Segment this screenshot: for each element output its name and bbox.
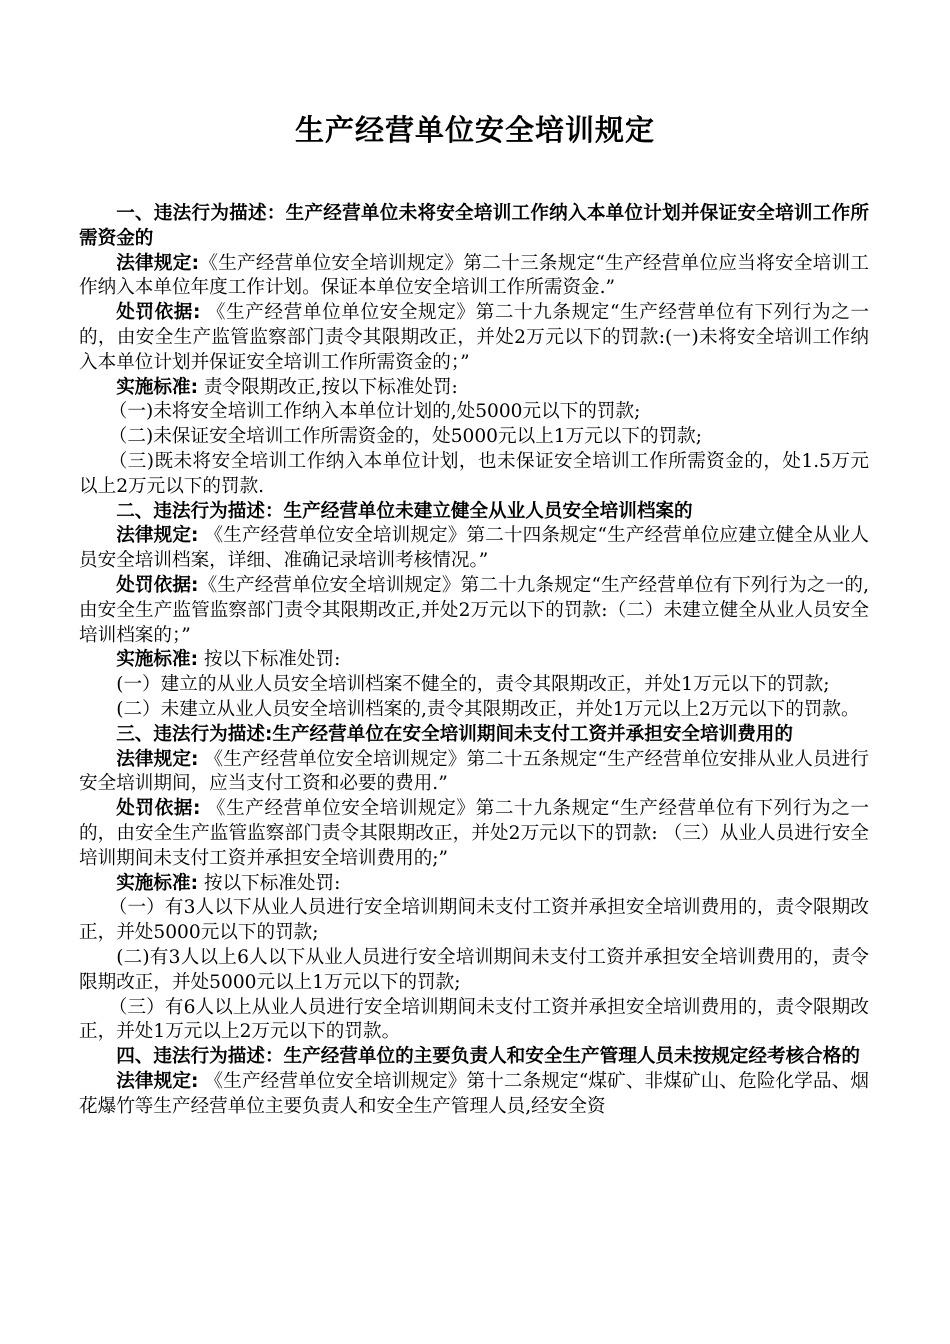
law-label: 法律规定: [116, 1070, 199, 1092]
section-3-item: (二)有3人以上6人以下从业人员进行安全培训期间未支付工资并承担安全培训费用的，责令限期改正，并处5000元以上1万元以下的罚款; [79, 946, 869, 993]
penalty-label: 处罚依据: [116, 574, 199, 596]
section-4-law [79, 1070, 869, 1120]
law-label: 法律规定: [116, 252, 200, 274]
section-2-penalty [79, 574, 869, 648]
section-1-penalty [79, 301, 869, 375]
standard-label: 实施标准: [116, 649, 198, 671]
section-2-law [79, 524, 869, 574]
penalty-text: 《生产经营单位单位安全规定》第二十九条规定“生产经营单位有下列行为之一的，由安全生产监管监察部门责令其限期改正，并处2万元以下的罚款:(一)未将安全培训工作纳入本单位计划并保证安全培训工作所需资金的；” [79, 302, 870, 373]
law-text: 《生产经营单位安全培训规定》第二十四条规定“生产经营单位应建立健全从业人员安全培训档案，详细、准确记录培训考核情况。” [79, 525, 870, 572]
section-2-item: (二）未建立从业人员安全培训档案的,责令其限期改正，并处1万元以上2万元以下的罚款。 [116, 698, 860, 720]
section-1-heading: 一、违法行为描述：生产经营单位未将安全培训工作纳入本单位计划并保证安全培训工作所需资金的 [79, 203, 869, 249]
law-text: 《生产经营单位安全培训规定》第二十五条规定“生产经营单位安排从业人员进行安全培训期间，应当支付工资和必要的费用.” [79, 748, 870, 795]
law-label: 法律规定: [116, 525, 199, 547]
section-2-standard [79, 648, 869, 673]
section-3-standard [79, 872, 869, 897]
section-4-heading: 四、违法行为描述：生产经营单位的主要负责人和安全生产管理人员未按规定经考核合格的 [116, 1046, 860, 1068]
section-1-law [79, 252, 869, 302]
law-text: 《生产经营单位安全培训规定》第十二条规定“煤矿、非煤矿山、危险化学品、烟花爆竹等生产经营单位主要负责人和安全生产管理人员,经安全资 [79, 1070, 870, 1117]
standard-text: 责令限期改正,按以下标准处罚: [198, 376, 458, 398]
standard-label: 实施标准: [116, 872, 198, 894]
standard-label: 实施标准: [116, 376, 198, 398]
law-label: 法律规定: [116, 748, 199, 770]
section-3-heading: 三、违法行为描述:生产经营单位在安全培训期间未支付工资并承担安全培训费用的 [116, 723, 793, 745]
document-body [79, 202, 869, 1119]
penalty-text: 《生产经营单位安全培训规定》第二十九条规定“生产经营单位有下列行为之一的，由安全生产监管监察部门责令其限期改正，并处2万元以下的罚款: （三）从业人员进行安全培训期间未支付工资并承担安全培训费用的;” [79, 798, 870, 869]
section-1-item: （二)未保证安全培训工作所需资金的，处5000元以上1万元以下的罚款; [108, 426, 703, 448]
standard-text: 按以下标准处罚: [198, 872, 341, 894]
section-2-item: (一）建立的从业人员安全培训档案不健全的，责令其限期改正，并处1万元以下的罚款; [116, 674, 830, 696]
section-1-item: （一)未将安全培训工作纳入本单位计划的,处5000元以下的罚款; [108, 401, 641, 423]
section-1-standard [79, 376, 869, 401]
section-3-law [79, 748, 869, 798]
section-3-penalty [79, 797, 869, 871]
section-2-heading: 二、违法行为描述：生产经营单位未建立健全从业人员安全培训档案的 [116, 500, 693, 522]
section-1-item: （三)既未将安全培训工作纳入本单位计划，也未保证安全培训工作所需资金的，处1.5万元以上2万元以下的罚款. [79, 450, 869, 497]
law-text: 《生产经营单位安全培训规定》第二十三条规定“生产经营单位应当将安全培训工作纳入本单位年度工作计划。保证本单位安全培训工作所需资金.” [79, 252, 869, 299]
section-3-item: （三）有6人以上从业人员进行安全培训期间未支付工资并承担安全培训费用的，责令限期改正，并处1万元以上2万元以下的罚款。 [79, 996, 869, 1043]
standard-text: 按以下标准处罚: [198, 649, 341, 671]
document-title: 生产经营单位安全培训规定 [294, 113, 655, 147]
penalty-text: 《生产经营单位安全培训规定》第二十九条规定“生产经营单位有下列行为之一的,由安全生产监管监察部门责令其限期改正,并处2万元以下的罚款:（二）未建立健全从业人员安全培训档案的；” [79, 574, 869, 646]
penalty-label: 处罚依据: [116, 302, 201, 324]
section-3-item: （一）有3人以下从业人员进行安全培训期间未支付工资并承担安全培训费用的，责令限期改正，并处5000元以下的罚款; [79, 897, 869, 944]
penalty-label: 处罚依据: [116, 798, 201, 820]
